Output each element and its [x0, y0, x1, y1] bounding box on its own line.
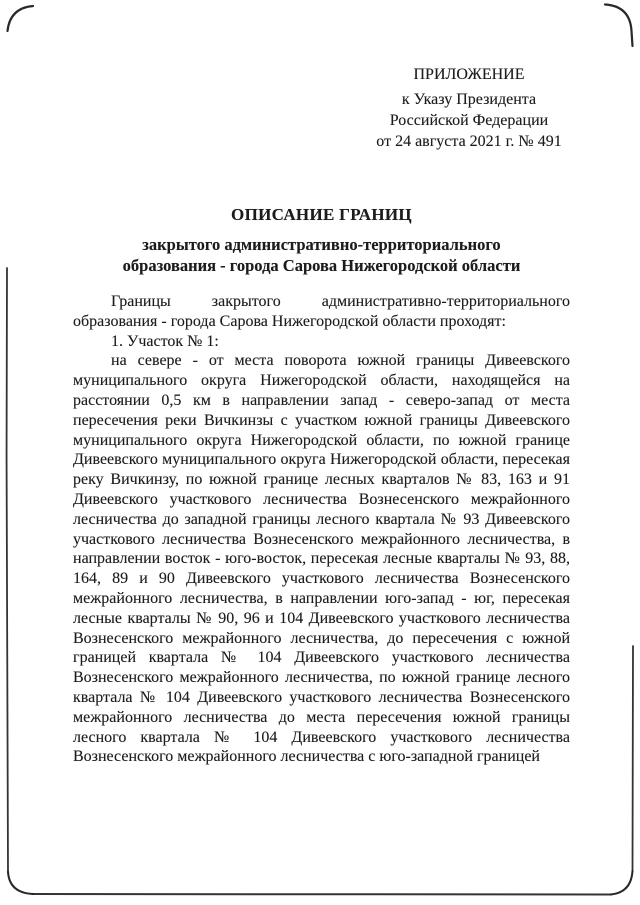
- document-subtitle-line: образования - города Сарова Нижегородской области: [122, 256, 521, 275]
- document-subtitle-line: закрытого административно-территориального: [142, 235, 501, 254]
- appendix-label: ПРИЛОЖЕНИЕ: [413, 66, 525, 83]
- document-body: [73, 292, 570, 767]
- appendix-ref-line: Российской Федерации: [389, 112, 549, 129]
- document-title-block: [73, 205, 570, 276]
- appendix-date-number: от 24 августа 2021 г. № 491: [376, 133, 562, 150]
- appendix-ref-line: к Указу Президента: [401, 91, 537, 108]
- paragraph-section-1: 1. Участок № 1:: [111, 332, 219, 350]
- appendix-header: [344, 64, 594, 152]
- paragraph-boundary-description: на севере - от места поворота южной границы Дивеевского муниципального округа Нижегородской области, находящейся на расстоянии 0,5 км в направлении запад - северо-запад от места пересечения реки Вичкинзы с участком южной границы Дивеевского муниципального округа Нижегородской области, по южной границе Дивеевского муниципального округа Нижегородской области, пересекая реку Вичкинзу, по южной границе лесных кварталов № 83, 163 и 91 Дивеевского участкового лесничества Вознесенского межрайонного лесничества до западной границы лесного квартала № 93 Дивеевского участкового лесничества Вознесенского межрайонного лесничества, в направлении восток - юго-восток, пересекая лесные кварталы № 93, 88, 164, 89 и 90 Дивеевского участкового лесничества Вознесенского межрайонного лесничества, в направлении юго-запад - юг, пересекая лесные кварталы № 90, 96 и 104 Дивеевского участкового лесничества Вознесенского межрайонного лесничества, до пересечения с южной границей квартала № 104 Дивеевского участкового лесничества Вознесенского межрайонного лесничества, по южной границе лесного квартала № 104 Дивеевского участкового лесничества Вознесенского межрайонного лесничества до места пересечения южной границы лесного квартала № 104 Дивеевского участкового лесничества Вознесенского межрайонного лесничества с юго-западной границей: [73, 352, 570, 766]
- paragraph-intro: Границы закрытого административно-территориального образования - города Сарова Нижегородской области проходят:: [73, 293, 570, 330]
- document-title: ОПИСАНИЕ ГРАНИЦ: [231, 205, 412, 224]
